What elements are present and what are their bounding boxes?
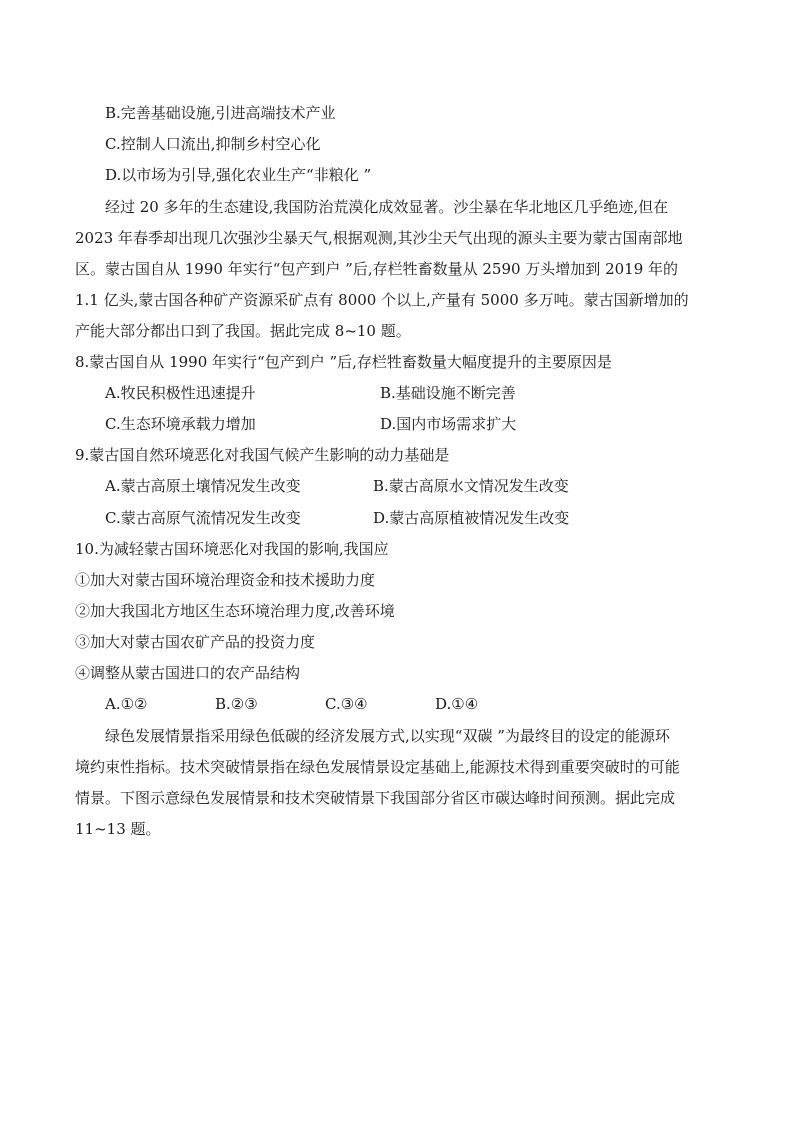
passage1-line-2: 2023 年春季却出现几次强沙尘暴天气,根据观测,其沙尘天气出现的源头主要为蒙古国南部地 xyxy=(75,229,683,247)
q7-option-b: B.完善基础设施,引进高端技术产业 xyxy=(105,104,336,122)
passage2-line-2: 境约束性指标。技术突破情景指在绿色发展情景设定基础上,能源技术得到重要突破时的可能 xyxy=(75,758,680,776)
q9-option-c: C.蒙古高原气流情况发生改变 xyxy=(105,509,301,527)
q9-option-d: D.蒙古高原植被情况发生改变 xyxy=(373,509,570,527)
q8-option-d: D.国内市场需求扩大 xyxy=(380,415,517,433)
q10-option-b: B.②③ xyxy=(215,695,258,713)
q10-item-4: ④调整从蒙古国进口的农产品结构 xyxy=(75,664,301,682)
q10-option-c: C.③④ xyxy=(325,695,368,713)
passage2-line-4: 11~13 题。 xyxy=(75,820,161,838)
q8-option-b: B.基础设施不断完善 xyxy=(380,384,516,402)
q9-option-a: A.蒙古高原土壤情况发生改变 xyxy=(105,477,301,495)
q10-item-3: ③加大对蒙古国农矿产品的投资力度 xyxy=(75,633,316,651)
passage1-line-1: 经过 20 多年的生态建设,我国防治荒漠化成效显著。沙尘暴在华北地区几乎绝迹,但在 xyxy=(105,198,669,216)
q10-item-2: ②加大我国北方地区生态环境治理力度,改善环境 xyxy=(75,602,395,620)
passage2-line-1: 绿色发展情景指采用绿色低碳的经济发展方式,以实现“双碳 ”为最终目的设定的能源环 xyxy=(105,727,670,745)
passage1-line-5: 产能大部分都出口到了我国。据此完成 8~10 题。 xyxy=(75,322,411,340)
q8-stem: 8.蒙古国自从 1990 年实行“包产到户 ”后,存栏牲畜数量大幅度提升的主要原因是 xyxy=(75,353,612,371)
q9-option-b: B.蒙古高原水文情况发生改变 xyxy=(373,477,569,495)
passage1-line-3: 区。蒙古国自从 1990 年实行“包产到户 ”后,存栏牲畜数量从 2590 万头增加到 2019 年的 xyxy=(75,260,679,278)
q7-option-c: C.控制人口流出,抑制乡村空心化 xyxy=(105,135,321,153)
passage1-line-4: 1.1 亿头,蒙古国各种矿产资源采矿点有 8000 个以上,产量有 5000 多万吨。蒙古国新增加的 xyxy=(75,291,689,309)
q9-stem: 9.蒙古国自然环境恶化对我国气候产生影响的动力基础是 xyxy=(75,446,450,464)
q10-option-a: A.①② xyxy=(105,695,148,713)
q7-option-d: D.以市场为引导,强化农业生产“非粮化 ” xyxy=(105,166,372,184)
q10-stem: 10.为减轻蒙古国环境恶化对我国的影响,我国应 xyxy=(75,540,389,558)
q8-option-c: C.生态环境承载力增加 xyxy=(105,415,256,433)
passage2-line-3: 情景。下图示意绿色发展情景和技术突破情景下我国部分省区市碳达峰时间预测。据此完成 xyxy=(75,789,676,807)
q10-item-1: ①加大对蒙古国环境治理资金和技术援助力度 xyxy=(75,571,376,589)
q8-option-a: A.牧民积极性迅速提升 xyxy=(105,384,256,402)
q10-option-d: D.①④ xyxy=(435,695,479,713)
